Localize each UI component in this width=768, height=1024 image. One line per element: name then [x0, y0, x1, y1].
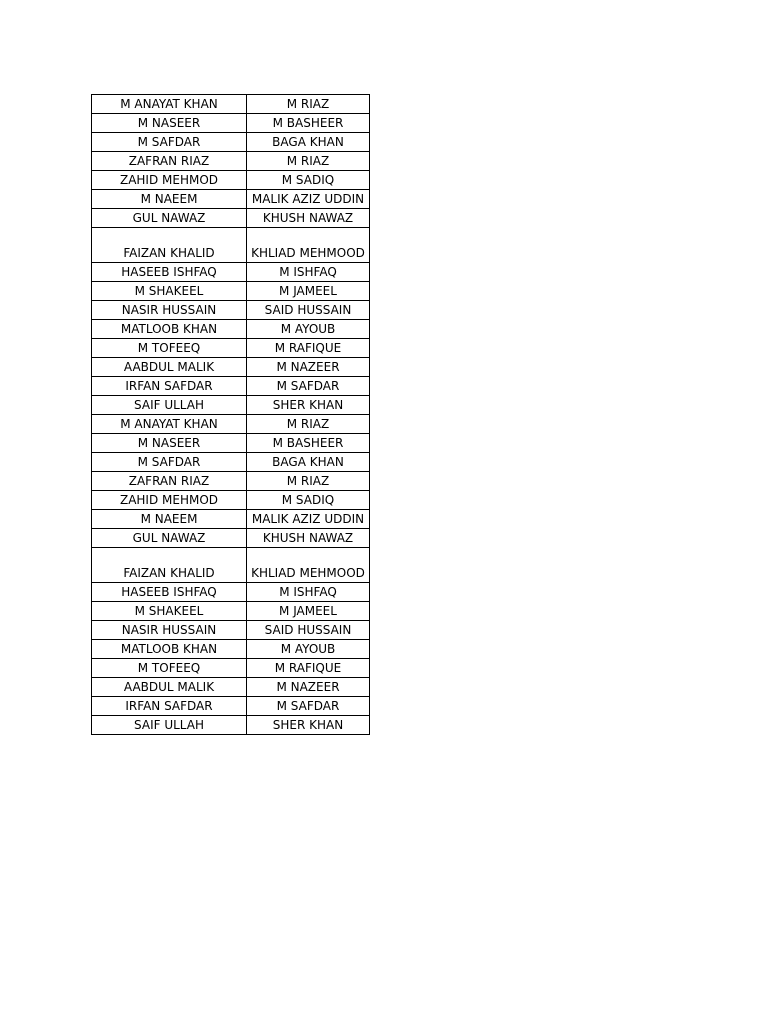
table-row — [92, 472, 370, 491]
table-row — [92, 640, 370, 659]
names-table-body — [92, 95, 370, 735]
table-row — [92, 716, 370, 735]
name-cell: M NASEER — [92, 114, 247, 133]
father-name-cell: M RAFIQUE — [247, 339, 370, 358]
table-row — [92, 377, 370, 396]
name-cell: M TOFEEQ — [92, 659, 247, 678]
name-cell: FAIZAN KHALID — [92, 228, 247, 263]
name-cell: M NAEEM — [92, 190, 247, 209]
table-row — [92, 95, 370, 114]
father-name-cell: M SADIQ — [247, 491, 370, 510]
table-row — [92, 697, 370, 716]
father-name-cell: KHLIAD MEHMOOD — [247, 548, 370, 583]
name-cell: MATLOOB KHAN — [92, 640, 247, 659]
table-row — [92, 510, 370, 529]
father-name-cell: SHER KHAN — [247, 396, 370, 415]
father-name-cell: M AYOUB — [247, 640, 370, 659]
name-cell: ZAFRAN RIAZ — [92, 472, 247, 491]
table-row — [92, 190, 370, 209]
father-name-cell: KHUSH NAWAZ — [247, 529, 370, 548]
father-name-cell: MALIK AZIZ UDDIN — [247, 510, 370, 529]
name-cell: ZAHID MEHMOD — [92, 171, 247, 190]
name-cell: NASIR HUSSAIN — [92, 621, 247, 640]
father-name-cell: M JAMEEL — [247, 602, 370, 621]
table-row — [92, 548, 370, 583]
name-cell: IRFAN SAFDAR — [92, 697, 247, 716]
table-row — [92, 621, 370, 640]
name-cell: AABDUL MALIK — [92, 358, 247, 377]
father-name-cell: M ISHFAQ — [247, 583, 370, 602]
table-row — [92, 301, 370, 320]
name-cell: HASEEB ISHFAQ — [92, 583, 247, 602]
table-row — [92, 659, 370, 678]
name-cell: M SHAKEEL — [92, 282, 247, 301]
name-cell: M NASEER — [92, 434, 247, 453]
name-cell: SAIF ULLAH — [92, 716, 247, 735]
table-row — [92, 114, 370, 133]
table-row — [92, 152, 370, 171]
table-row — [92, 228, 370, 263]
name-cell: GUL NAWAZ — [92, 209, 247, 228]
table-row — [92, 209, 370, 228]
name-cell: M SAFDAR — [92, 133, 247, 152]
name-cell: M SHAKEEL — [92, 602, 247, 621]
father-name-cell: KHLIAD MEHMOOD — [247, 228, 370, 263]
father-name-cell: M JAMEEL — [247, 282, 370, 301]
name-cell: IRFAN SAFDAR — [92, 377, 247, 396]
father-name-cell: M RIAZ — [247, 415, 370, 434]
father-name-cell: MALIK AZIZ UDDIN — [247, 190, 370, 209]
table-row — [92, 583, 370, 602]
father-name-cell: M SAFDAR — [247, 697, 370, 716]
father-name-cell: M BASHEER — [247, 114, 370, 133]
father-name-cell: M BASHEER — [247, 434, 370, 453]
father-name-cell: BAGA KHAN — [247, 453, 370, 472]
table-row — [92, 491, 370, 510]
father-name-cell: M RAFIQUE — [247, 659, 370, 678]
name-cell: HASEEB ISHFAQ — [92, 263, 247, 282]
father-name-cell: SHER KHAN — [247, 716, 370, 735]
name-cell: SAIF ULLAH — [92, 396, 247, 415]
name-cell: M TOFEEQ — [92, 339, 247, 358]
name-cell: ZAFRAN RIAZ — [92, 152, 247, 171]
name-cell: GUL NAWAZ — [92, 529, 247, 548]
names-table — [91, 94, 370, 735]
name-cell: M ANAYAT KHAN — [92, 415, 247, 434]
father-name-cell: M ISHFAQ — [247, 263, 370, 282]
name-cell: NASIR HUSSAIN — [92, 301, 247, 320]
table-row — [92, 434, 370, 453]
father-name-cell: KHUSH NAWAZ — [247, 209, 370, 228]
name-cell: ZAHID MEHMOD — [92, 491, 247, 510]
name-cell: M SAFDAR — [92, 453, 247, 472]
name-cell: FAIZAN KHALID — [92, 548, 247, 583]
father-name-cell: M SAFDAR — [247, 377, 370, 396]
table-row — [92, 602, 370, 621]
name-cell: AABDUL MALIK — [92, 678, 247, 697]
table-row — [92, 678, 370, 697]
table-row — [92, 133, 370, 152]
table-row — [92, 396, 370, 415]
table-row — [92, 339, 370, 358]
table-row — [92, 171, 370, 190]
table-row — [92, 415, 370, 434]
father-name-cell: M RIAZ — [247, 95, 370, 114]
father-name-cell: SAID HUSSAIN — [247, 621, 370, 640]
table-row — [92, 263, 370, 282]
table-row — [92, 282, 370, 301]
father-name-cell: M SADIQ — [247, 171, 370, 190]
table-row — [92, 529, 370, 548]
father-name-cell: M RIAZ — [247, 152, 370, 171]
name-cell: MATLOOB KHAN — [92, 320, 247, 339]
name-cell: M NAEEM — [92, 510, 247, 529]
table-row — [92, 320, 370, 339]
name-cell: M ANAYAT KHAN — [92, 95, 247, 114]
father-name-cell: M NAZEER — [247, 358, 370, 377]
table-row — [92, 358, 370, 377]
father-name-cell: M NAZEER — [247, 678, 370, 697]
father-name-cell: M RIAZ — [247, 472, 370, 491]
father-name-cell: M AYOUB — [247, 320, 370, 339]
father-name-cell: BAGA KHAN — [247, 133, 370, 152]
table-row — [92, 453, 370, 472]
father-name-cell: SAID HUSSAIN — [247, 301, 370, 320]
